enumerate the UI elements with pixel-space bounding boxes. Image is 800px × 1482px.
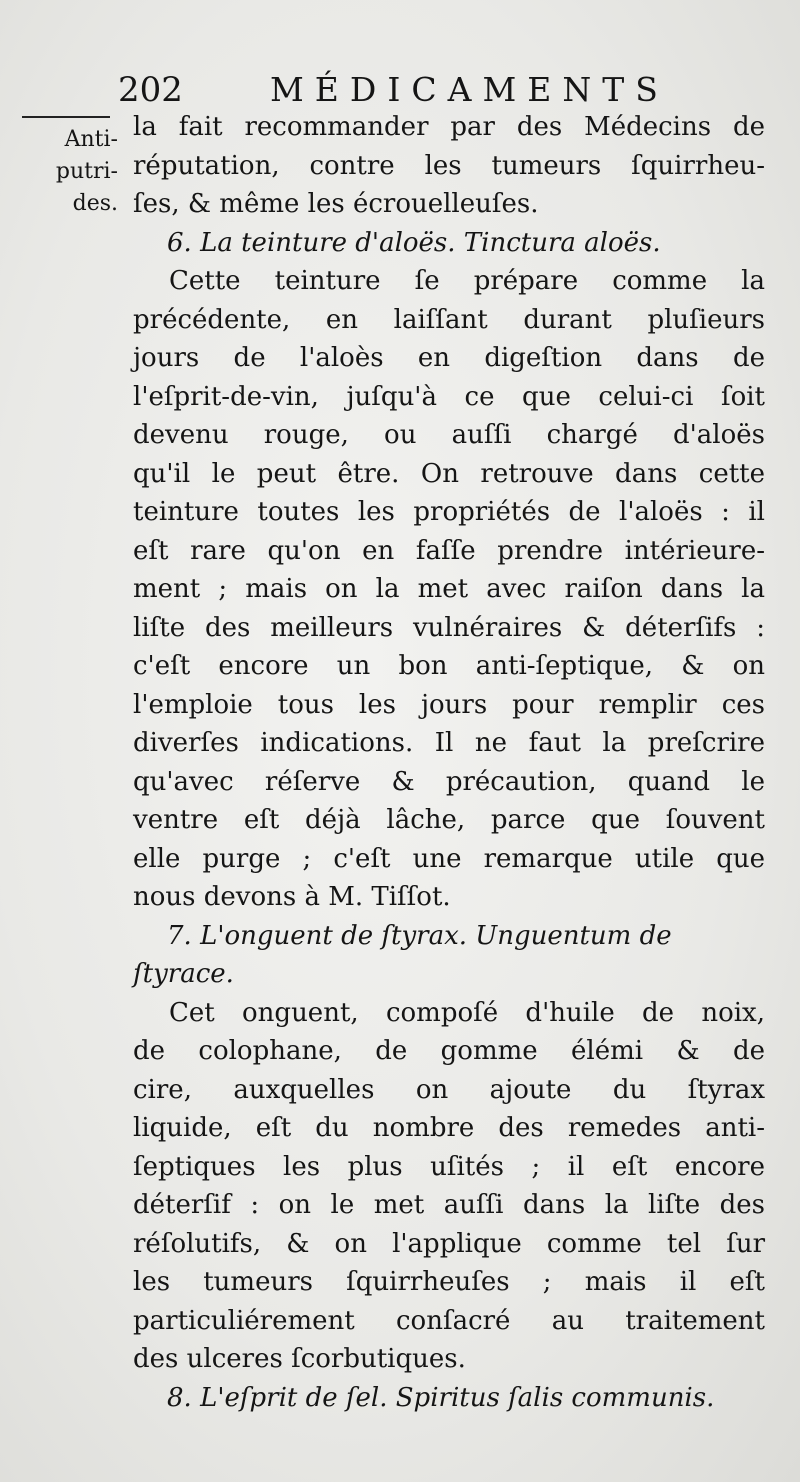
text-line: l'eſprit-de-vin, juſqu'à ce que celui-ci ſoit	[133, 381, 765, 412]
text-line: l'emploie tous les jours pour remplir ces	[133, 689, 765, 720]
text-line: devenu rouge, ou auſſi chargé d'aloës	[133, 420, 765, 450]
margin-rule	[22, 116, 110, 118]
text-line: elle purge ; c'eſt une remarque utile que	[133, 843, 765, 874]
text-line: ſeptiques les plus uſités ; il eſt encore	[133, 1151, 765, 1182]
text-line: liſte des meilleurs vulnéraires & déterſifs :	[133, 612, 765, 643]
text-line: précédente, en laiſſant durant pluſieurs	[133, 304, 765, 335]
text-line: cire, auxquelles on ajoute du ſtyrax	[133, 1074, 765, 1105]
text-line: de colophane, de gomme élémi & de	[133, 1036, 765, 1066]
text-line: qu'il le peut être. On retrouve dans cette	[133, 458, 765, 489]
text-line: réſolutifs, & on l'applique comme tel ſur	[133, 1228, 765, 1259]
text-line: eſt rare qu'on en faſſe prendre intérieure-	[133, 535, 765, 566]
text-line: teinture toutes les propriétés de l'aloës : il	[133, 497, 765, 527]
text-line: déterſif : on le met auſſi dans la liſte des	[133, 1190, 765, 1220]
text-line: les tumeurs ſquirrheuſes ; mais il eſt	[133, 1267, 765, 1297]
section-heading-continued: ſtyrace.	[133, 959, 234, 989]
text-line: la fait recommander par des Médecins de	[133, 112, 765, 142]
margin-note-line: putri-	[55, 159, 118, 184]
text-line: réputation, contre les tumeurs ſquirrheu-	[133, 150, 765, 181]
text-line: jours de l'aloès en digeſtion dans de	[133, 343, 765, 373]
running-title: MÉDICAMENTS	[270, 70, 669, 109]
text-line: des ulceres ſcorbutiques.	[133, 1344, 466, 1374]
text-line: nous devons à M. Tiſſot.	[133, 882, 451, 912]
text-line: liquide, eſt du nombre des remedes anti-	[133, 1113, 765, 1143]
text-line: Cette teinture ſe prépare comme la	[169, 266, 765, 296]
text-line: qu'avec réſerve & précaution, quand le	[133, 766, 765, 797]
text-line: Cet onguent, compoſé d'huile de noix,	[169, 997, 765, 1028]
text-line: ment ; mais on la met avec raiſon dans la	[133, 574, 765, 604]
section-heading: 8. L'eſprit de ſel. Spiritus ſalis communis.	[167, 1382, 715, 1413]
section-heading: 6. La teinture d'aloës. Tinctura aloës.	[167, 227, 661, 258]
margin-note-line: Anti-	[64, 127, 118, 152]
body-text	[133, 108, 765, 1417]
page-number: 202	[118, 70, 183, 110]
margin-note-line: des.	[72, 191, 118, 216]
text-line: ſes, & même les écrouelleuſes.	[133, 189, 539, 219]
margin-note	[8, 124, 118, 220]
text-line: diverſes indications. Il ne faut la preſcrire	[133, 728, 765, 758]
text-line: ventre eſt déjà lâche, parce que ſouvent	[133, 805, 765, 835]
text-line: c'eſt encore un bon anti-ſeptique, & on	[133, 651, 765, 681]
text-line: particuliérement conſacré au traitement	[133, 1305, 765, 1336]
section-heading: 7. L'onguent de ſtyrax. Unguentum de	[167, 920, 672, 951]
